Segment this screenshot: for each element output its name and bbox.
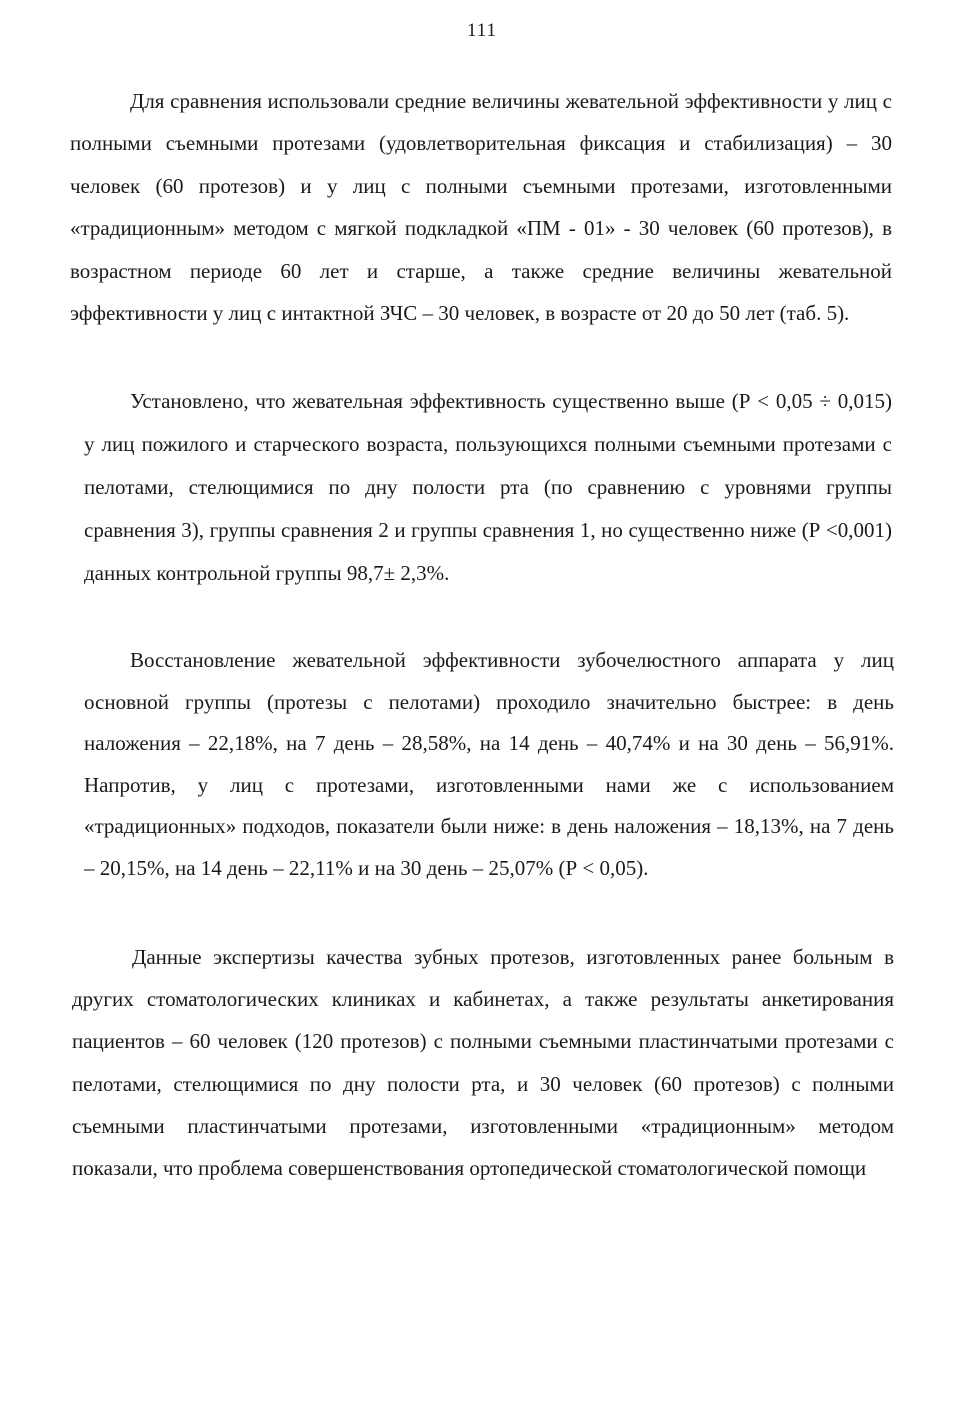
paragraph-quality-expertise <box>72 936 894 1189</box>
paragraph-recovery-dynamics <box>84 640 894 889</box>
paragraph-chewing-efficiency-result <box>84 380 892 595</box>
paragraph-text: Восстановление жевательной эффективности зубочелюстного аппарата у лиц основной группы (протезы с пелотами) проходило значительно быстрее: в день наложения – 22,18%, на 7 день – 28,58%, на 14 день – 40,74% и на 30 день – 56,91%. Напротив, у лиц с протезами, изготовленными нами же с использованием «традиционных» подходов, показатели были ниже: в день наложения – 18,13%, на 7 день – 20,15%, на 14 день – 22,11% и на 30 день – 25,07% (Р < 0,05). <box>84 648 894 880</box>
paragraph-text: Для сравнения использовали средние величины жевательной эффективности у лиц с полными съемными протезами (удовлетворительная фиксация и стабилизация) – 30 человек (60 протезов) и у лиц с полными съемными протезами, изготовленными «традиционным» методом с мягкой подкладкой «ПМ - 01» - 30 человек (60 протезов), в возрастном периоде 60 лет и старше, а также средние величины жевательной эффективности у лиц с интактной ЗЧС – 30 человек, в возрасте от 20 до 50 лет (таб. 5). <box>70 89 892 326</box>
paragraph-text: Данные экспертизы качества зубных протезов, изготовленных ранее больным в других стоматологических клиниках и кабинетах, а также результаты анкетирования пациентов – 60 человек (120 протезов) с полными съемными пластинчатыми протезами с пелотами, стелющимися по дну полости рта, и 30 человек (60 протезов) с полными съемными пластинчатыми протезами, изготовленными «традиционным» методом показали, что проблема совершенствования ортопедической стоматологической помощи <box>72 945 894 1181</box>
paragraph-text: Установлено, что жевательная эффективность существенно выше (Р < 0,05 ÷ 0,015) у лиц пожилого и старческого возраста, пользующихся полными съемными протезами с пелотами, стелющимися по дну полости рта (по сравнению с уровнями группы сравнения 3), группы сравнения 2 и группы сравнения 1, но существенно ниже (Р <0,001) данных контрольной группы 98,7± 2,3%. <box>84 389 892 585</box>
page-number: 111 <box>466 20 498 41</box>
paragraph-comparison-method <box>70 80 892 334</box>
